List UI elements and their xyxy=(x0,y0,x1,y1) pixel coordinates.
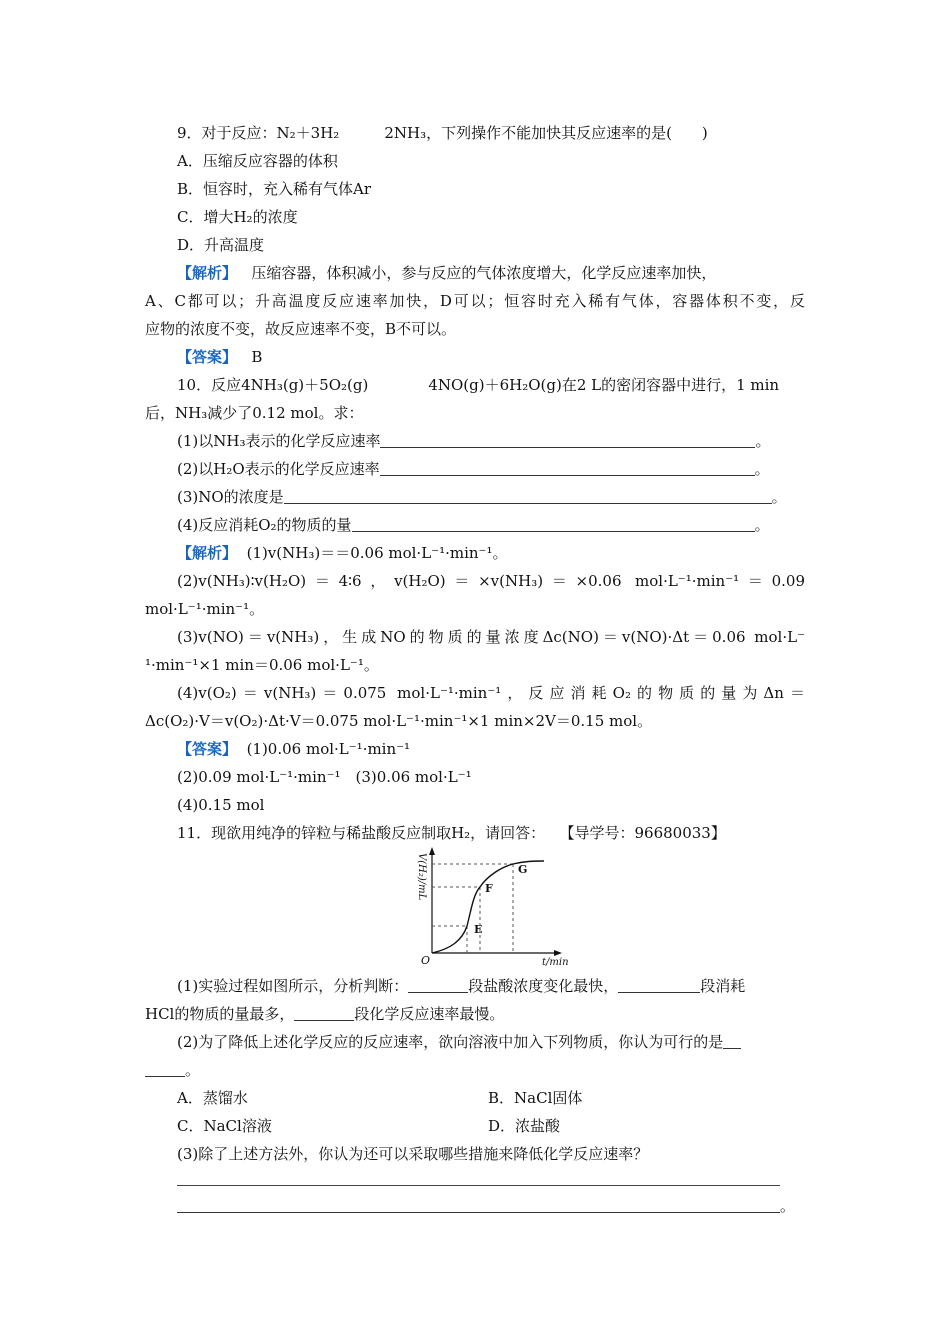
q10-answer-3: (4)0.15 mol xyxy=(177,796,265,814)
q10-answer-1-text: (1)0.06 mol·L⁻¹·min⁻¹ xyxy=(246,740,411,758)
q10-sub3 xyxy=(177,487,787,507)
q10-stem-line1: 10．反应4NH₃(g)＋5O₂(g) 4NO(g)＋6H₂O(g)在2 L的密闭容器中进行，1 min xyxy=(177,376,780,394)
answer-tag: 【答案】 xyxy=(177,348,238,366)
q11-part1-line1 xyxy=(177,976,745,996)
q11-stem xyxy=(177,823,726,843)
point-label-e: E xyxy=(474,923,483,936)
q10-sub1-blank[interactable] xyxy=(380,433,755,448)
q10-analysis-1-text: (1)v(NH₃)＝＝0.06 mol·L⁻¹·min⁻¹。 xyxy=(246,544,508,562)
q10-answer-2: (2)0.09 mol·L⁻¹·min⁻¹ (3)0.06 mol·L⁻¹ xyxy=(177,768,472,786)
q9-option-b: B．恒容时，充入稀有气体Ar xyxy=(177,180,372,198)
q10-sub3-blank[interactable] xyxy=(284,489,772,504)
answer-tag: 【答案】 xyxy=(177,740,238,758)
point-label-f: F xyxy=(485,882,493,895)
q10-stem-line2: 后，NH₃减少了0.12 mol。求： xyxy=(145,404,364,422)
q10-analysis-2a: (2)v(NH₃)∶v(H₂O)＝4∶6，v(H₂O)＝×v(NH₃)＝×0.06 mol·L⁻¹·min⁻¹＝0.09 xyxy=(177,572,805,590)
q10-sub2 xyxy=(177,459,770,479)
q11-option-c: C．NaCl溶液 xyxy=(177,1117,272,1135)
y-axis-label: V(H₂)/mL xyxy=(416,853,427,901)
q11-part2-line1 xyxy=(177,1032,741,1052)
q11-p1-text-a: (1)实验过程如图所示，分析判断： xyxy=(177,977,409,995)
q11-answer-line-2[interactable] xyxy=(177,1198,780,1213)
q11-part3: (3)除了上述方法外，你认为还可以采取哪些措施来降低化学反应速率？ xyxy=(177,1145,649,1163)
graph-x-arrow xyxy=(554,950,562,956)
q11-p1-text-e: 段化学反应速率最慢。 xyxy=(354,1005,505,1023)
end-mark: 。 xyxy=(755,432,771,450)
end-mark: 。 xyxy=(771,488,787,506)
q11-graph xyxy=(410,845,580,970)
q9-analysis-line1 xyxy=(177,263,716,283)
x-axis-label: t/min xyxy=(542,957,569,968)
q10-analysis-3b: ¹·min⁻¹×1 min＝0.06 mol·L⁻¹。 xyxy=(145,656,379,674)
q10-analysis-2b: mol·L⁻¹·min⁻¹。 xyxy=(145,600,265,618)
q11-option-a: A．蒸馏水 xyxy=(177,1089,248,1107)
q11-p1-text-c: 段消耗 xyxy=(700,977,746,995)
q9-option-d: D．升高温度 xyxy=(177,236,265,254)
q11-p2-blank-a[interactable] xyxy=(723,1034,741,1049)
end-mark: 。 xyxy=(754,516,770,534)
q11-p2-blank-b[interactable] xyxy=(145,1062,185,1077)
q10-answer-1 xyxy=(177,739,410,759)
q9-analysis-line2: A、C都可以；升高温度反应速率加快，D可以；恒容时充入稀有气体，容器体积不变，反 xyxy=(145,292,805,310)
q11-answer-line-1[interactable] xyxy=(177,1185,780,1186)
q9-analysis-line3: 应物的浓度不变，故反应速率不变，B不可以。 xyxy=(145,320,457,338)
q11-p1-blank-3[interactable] xyxy=(294,1006,354,1021)
q11-option-b: B．NaCl固体 xyxy=(488,1089,583,1107)
q9-answer xyxy=(177,347,262,367)
analysis-tag: 【解析】 xyxy=(177,544,238,562)
q10-sub4 xyxy=(177,515,770,535)
q10-sub2-blank[interactable] xyxy=(380,461,755,476)
q10-sub2-text: (2)以H₂O表示的化学反应速率 xyxy=(177,460,380,478)
q11-part1-line2 xyxy=(145,1004,504,1024)
q11-p1-text-b: 段盐酸浓度变化最快， xyxy=(468,977,619,995)
q10-sub4-blank[interactable] xyxy=(352,517,755,532)
q10-analysis-4a: (4)v(O₂)＝v(NH₃)＝0.075 mol·L⁻¹·min⁻¹，反应消耗O₂的物质的量为Δn＝ xyxy=(177,684,805,702)
q10-sub4-text: (4)反应消耗O₂的物质的量 xyxy=(177,516,352,534)
q10-analysis-3a: (3)v(NO)＝v(NH₃)，生成NO的物质的量浓度Δc(NO)＝v(NO)·Δt＝0.06 mol·L⁻ xyxy=(177,628,805,646)
q10-analysis-1 xyxy=(177,543,507,563)
q10-sub3-text: (3)NO的浓度是 xyxy=(177,488,284,506)
q11-p1-blank-2[interactable] xyxy=(618,978,700,993)
q9-answer-value: B xyxy=(251,348,263,366)
q11-stem-text: 11．现欲用纯净的锌粒与稀盐酸反应制取H₂，请回答： xyxy=(177,824,546,842)
q9-option-c: C．增大H₂的浓度 xyxy=(177,208,298,226)
q11-answer-line-2-row xyxy=(177,1196,795,1216)
analysis-tag: 【解析】 xyxy=(177,264,238,282)
end-mark: 。 xyxy=(780,1197,796,1215)
end-mark: 。 xyxy=(754,460,770,478)
q10-sub1-text: (1)以NH₃表示的化学反应速率 xyxy=(177,432,381,450)
q9-stem: 9．对于反应：N₂＋3H₂ 2NH₃，下列操作不能加快其反应速率的是( ) xyxy=(177,124,708,142)
q11-option-d: D．浓盐酸 xyxy=(488,1117,561,1135)
end-mark: 。 xyxy=(185,1061,201,1079)
q10-sub1 xyxy=(177,431,770,451)
q10-analysis-4b: Δc(O₂)·V＝v(O₂)·Δt·V＝0.075 mol·L⁻¹·min⁻¹×1 min×2V＝0.15 mol。 xyxy=(145,712,653,730)
point-label-g: G xyxy=(518,863,528,876)
q11-p2-text: (2)为了降低上述化学反应的反应速率，欲向溶液中加入下列物质，你认为可行的是 xyxy=(177,1033,724,1051)
graph-y-arrow xyxy=(429,847,435,855)
q9-option-a: A．压缩反应容器的体积 xyxy=(177,152,338,170)
q11-p1-blank-1[interactable] xyxy=(408,978,468,993)
q11-part2-line2 xyxy=(145,1060,200,1080)
q11-guide-number: 【导学号：96680033】 xyxy=(559,824,726,842)
origin-label: O xyxy=(421,954,431,967)
q9-analysis-text: 压缩容器，体积减小，参与反应的气体浓度增大，化学反应速率加快， xyxy=(251,264,717,282)
q11-p1-text-d: HCl的物质的量最多， xyxy=(145,1005,295,1023)
